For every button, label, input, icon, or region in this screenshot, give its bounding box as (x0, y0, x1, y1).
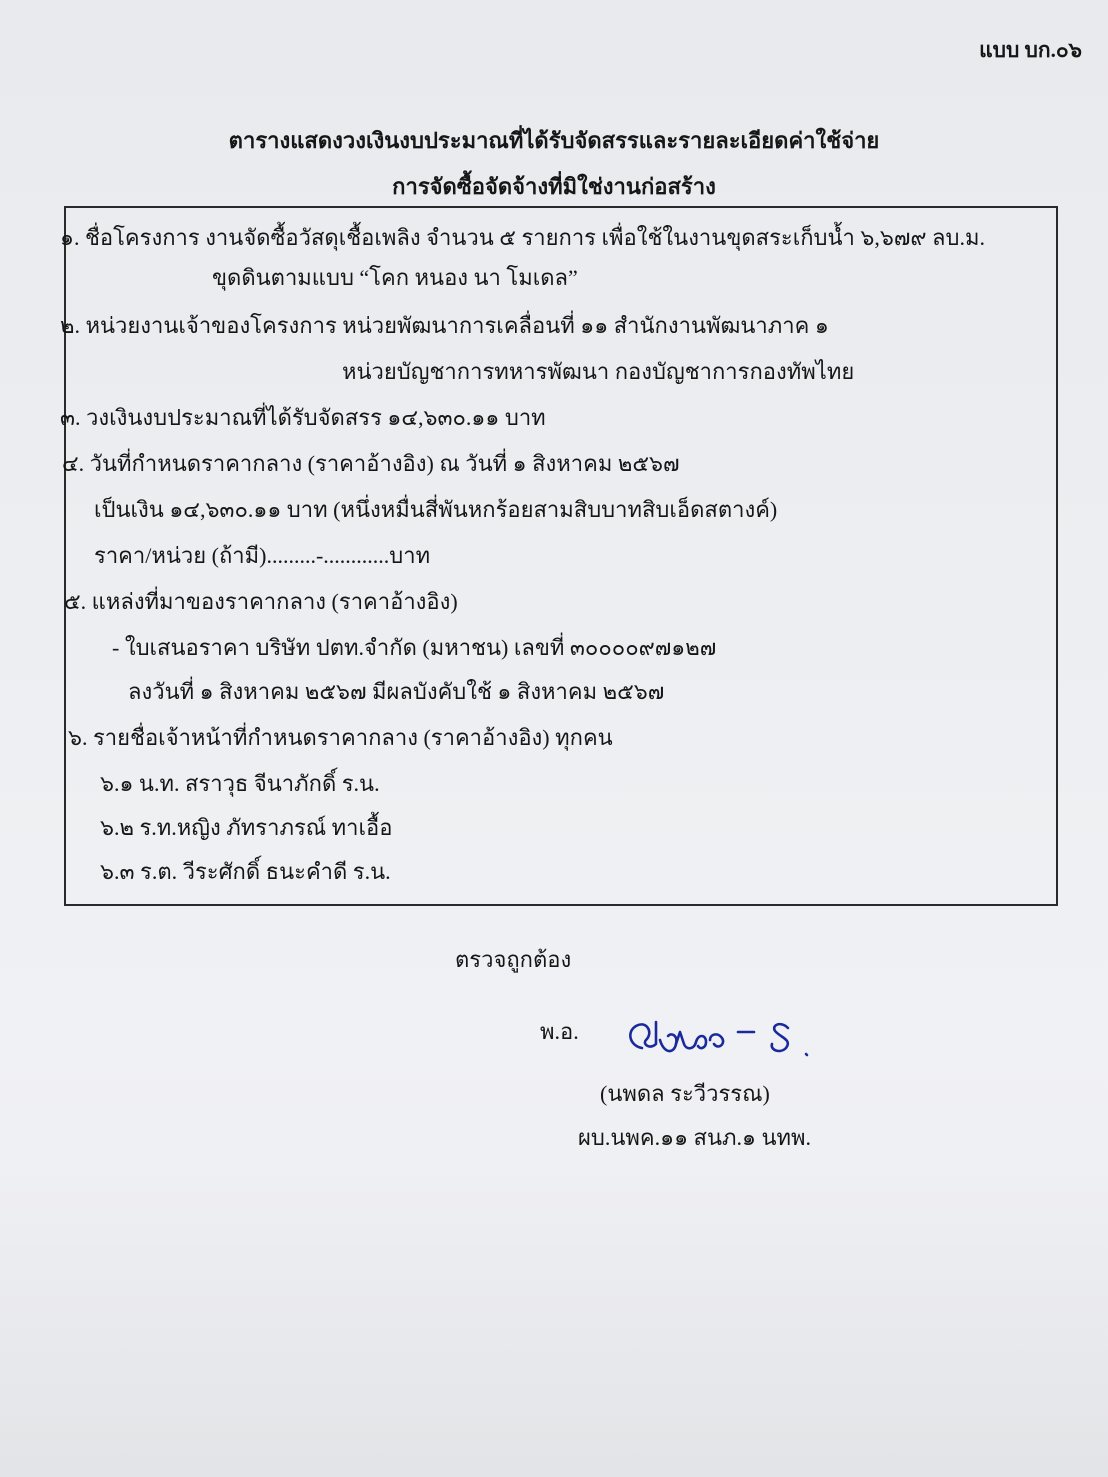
signer-position: ผบ.นพค.๑๑ สนภ.๑ นทพ. (578, 1125, 812, 1150)
form-code: แบบ บก.๐๖ (979, 38, 1082, 62)
document-title-line2: การจัดซื้อจัดจ้างที่มิใช่งานก่อสร้าง (392, 174, 716, 199)
owner-unit-line1: ๒. หน่วยงานเจ้าของโครงการ หน่วยพัฒนาการเคลื่อนที่ ๑๑ สำนักงานพัฒนาภาค ๑ (60, 313, 829, 338)
officials-heading: ๖. รายชื่อเจ้าหน้าที่กำหนดราคากลาง (ราคาอ้างอิง) ทุกคน (68, 725, 613, 750)
handwritten-signature (620, 1010, 820, 1070)
median-price-amount: เป็นเงิน ๑๔,๖๓๐.๑๑ บาท (หนึ่งหมื่นสี่พันหกร้อยสามสิบบาทสิบเอ็ดสตางค์) (94, 497, 778, 522)
project-name-line1: ๑. ชื่อโครงการ งานจัดซื้อวัสดุเชื้อเพลิง จำนวน ๕ รายการ เพื่อใช้ในงานขุดสระเก็บน้ำ ๖,๖๗๙ ลบ.ม. (60, 225, 985, 250)
official-2: ๖.๒ ร.ท.หญิง ภัทราภรณ์ ทาเอื้อ (100, 815, 393, 840)
official-1: ๖.๑ น.ท. สราวุธ จีนาภักดิ์ ร.น. (100, 771, 380, 796)
price-per-unit: ราคา/หน่วย (ถ้ามี).........-............บาท (94, 543, 431, 568)
checked-label: ตรวจถูกต้อง (455, 947, 572, 972)
paper-shadow (0, 1160, 1108, 1477)
document-title-line1: ตารางแสดงวงเงินงบประมาณที่ได้รับจัดสรรและรายละเอียดค่าใช้จ่าย (228, 128, 880, 153)
budget-amount: ๓. วงเงินงบประมาณที่ได้รับจัดสรร ๑๔,๖๓๐.๑๑ บาท (60, 405, 546, 430)
owner-unit-line2: หน่วยบัญชาการทหารพัฒนา กองบัญชาการกองทัพไทย (342, 359, 855, 384)
project-name-line2: ขุดดินตามแบบ “โคก หนอง นา โมเดล” (212, 265, 578, 290)
price-source-heading: ๕. แหล่งที่มาของราคากลาง (ราคาอ้างอิง) (64, 589, 458, 614)
median-price-date: ๔. วันที่กำหนดราคากลาง (ราคาอ้างอิง) ณ วันที่ ๑ สิงหาคม ๒๕๖๗ (62, 451, 680, 476)
price-source-dates: ลงวันที่ ๑ สิงหาคม ๒๕๖๗ มีผลบังคับใช้ ๑ สิงหาคม ๒๕๖๗ (128, 679, 665, 704)
official-3: ๖.๓ ร.ต. วีระศักดิ์ ธนะคำดี ร.น. (100, 859, 391, 884)
price-source-quotation: - ใบเสนอราคา บริษัท ปตท.จำกัด (มหาชน) เลขที่ ๓๐๐๐๐๙๗๑๒๗ (112, 635, 717, 660)
signer-name: (นพดล ระวีวรรณ) (600, 1081, 770, 1106)
signer-rank: พ.อ. (540, 1019, 579, 1044)
